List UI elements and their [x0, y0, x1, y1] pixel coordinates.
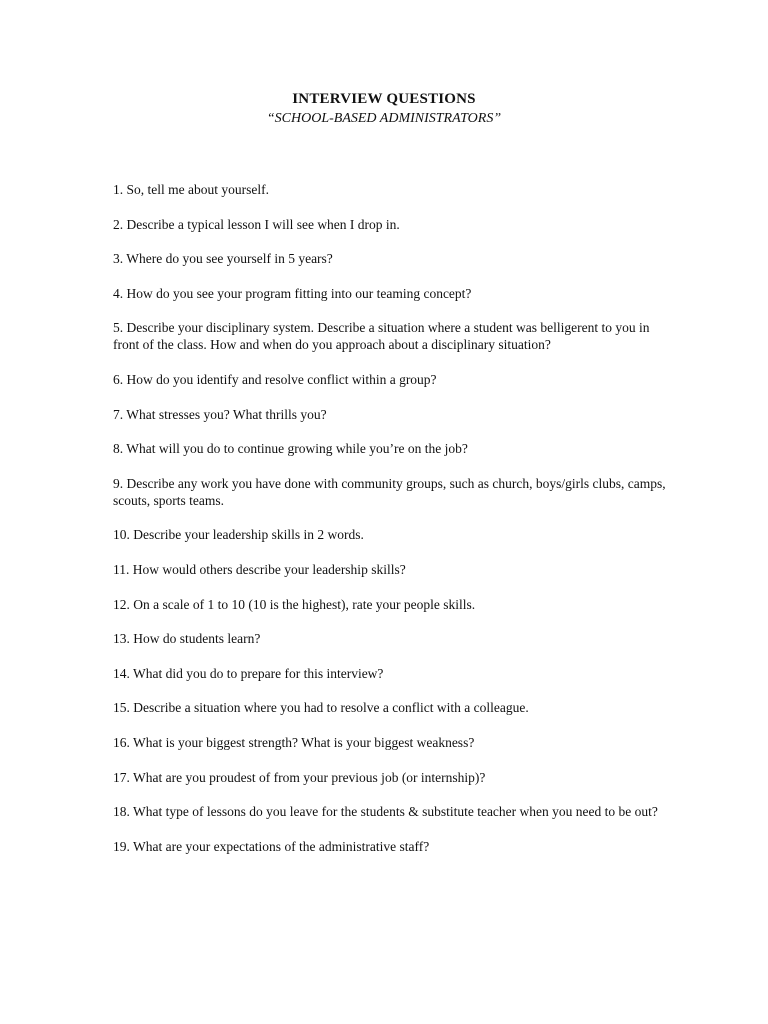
question-item: 1. So, tell me about yourself.	[113, 182, 269, 197]
question-item: 18. What type of lessons do you leave for the students & substitute teacher when you need to be out?	[113, 804, 658, 820]
document-header	[0, 90, 768, 128]
question-item: 19. What are your expectations of the administrative staff?	[113, 838, 430, 854]
question-item: 16. What is your biggest strength? What is your biggest weakness?	[113, 734, 475, 750]
question-item: 4. How do you see your program fitting into our teaming concept?	[113, 285, 472, 301]
question-item: 11. How would others describe your leadership skills?	[113, 561, 406, 577]
question-item: 10. Describe your leadership skills in 2 words.	[113, 527, 364, 543]
question-item: 13. How do students learn?	[113, 631, 261, 647]
question-item: 3. Where do you see yourself in 5 years?	[113, 251, 333, 267]
question-item: 17. What are you proudest of from your previous job (or internship)?	[113, 769, 486, 785]
question-item: 2. Describe a typical lesson I will see when I drop in.	[113, 216, 400, 232]
question-item: 7. What stresses you? What thrills you?	[113, 406, 327, 422]
document-title: INTERVIEW QUESTIONS	[292, 91, 476, 107]
document-subtitle: “SCHOOL-BASED ADMINISTRATORS”	[266, 111, 502, 126]
question-item: 6. How do you identify and resolve conflict within a group?	[113, 371, 437, 387]
question-item: 8. What will you do to continue growing while you’re on the job?	[113, 441, 468, 457]
question-item: 14. What did you do to prepare for this interview?	[113, 665, 384, 681]
question-list	[113, 181, 673, 872]
question-item: 15. Describe a situation where you had to resolve a conflict with a colleague.	[113, 700, 529, 716]
question-item: 5. Describe your disciplinary system. Describe a situation where a student was belligerent to you in front of the class. How and when do you approach about a disciplinary situation?	[113, 320, 650, 353]
question-item: 12. On a scale of 1 to 10 (10 is the highest), rate your people skills.	[113, 596, 476, 612]
question-item: 9. Describe any work you have done with community groups, such as church, boys/girls clubs, camps, scouts, sports teams.	[113, 475, 666, 508]
